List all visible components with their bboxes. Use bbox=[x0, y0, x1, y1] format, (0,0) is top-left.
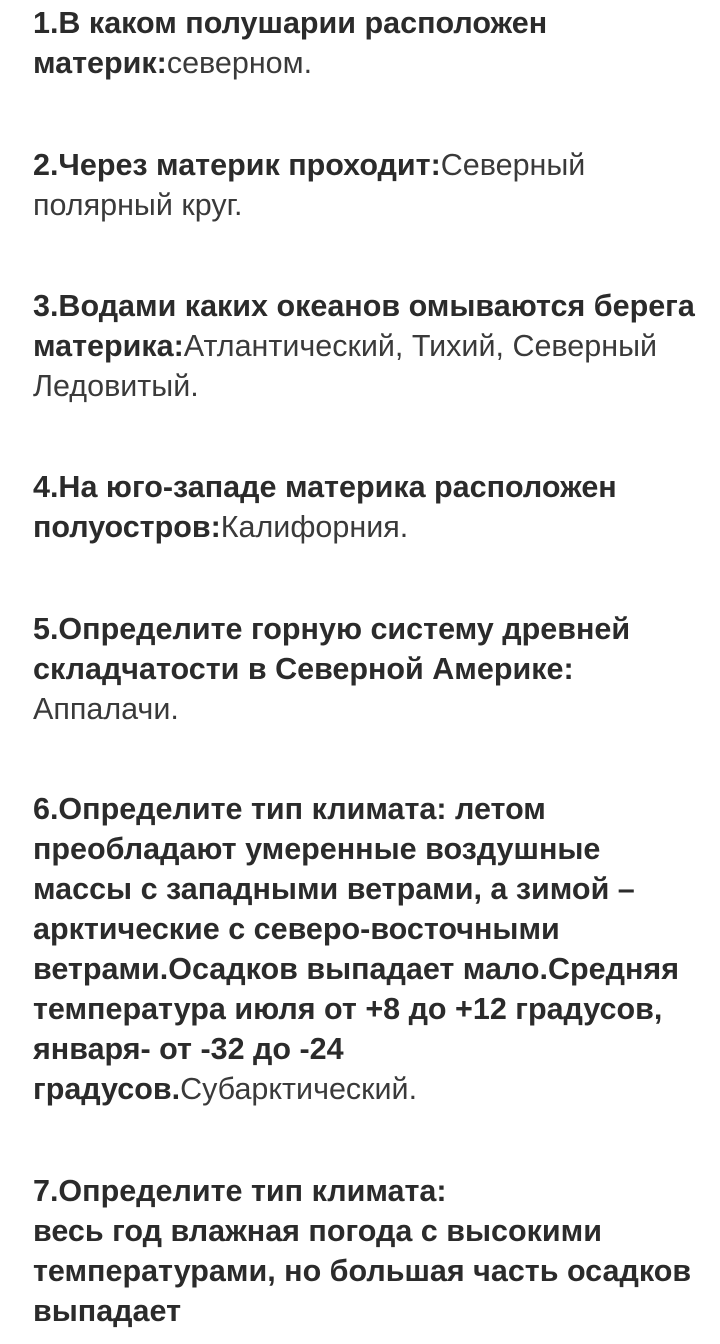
answer-3: Атлантический, Тихий, Северный Ледовитый. bbox=[33, 329, 658, 403]
qa-item-4 bbox=[33, 467, 703, 547]
question-4: 4.На юго-западе материка расположен полуостров: bbox=[33, 470, 617, 544]
qa-item-1 bbox=[33, 3, 703, 83]
question-1: 1.В каком полушарии расположен материк: bbox=[33, 6, 548, 80]
qa-item-5 bbox=[33, 609, 703, 729]
question-7: 7.Определите тип климата: весь год влажная погода с высокими температурами, но большая часть осадков выпадает bbox=[33, 1174, 692, 1328]
answer-1: северном. bbox=[166, 46, 313, 80]
qa-item-3 bbox=[33, 286, 703, 406]
answer-5: Аппалачи. bbox=[33, 692, 179, 726]
question-2: 2.Через материк проходит: bbox=[33, 148, 441, 182]
question-3: 3.Водами каких океанов омываются берега материка: bbox=[33, 289, 695, 363]
qa-item-2 bbox=[33, 145, 703, 225]
qa-item-6 bbox=[33, 789, 703, 1109]
question-6: 6.Определите тип климата: летом преобладают умеренные воздушные массы с западными ветрами, а зимой – арктические с северо-восточными ветрами.Осадков выпадает мало.Средняя температура июля от +8 до +12 градусов, января- от -32 до -24 градусов. bbox=[33, 792, 679, 1106]
answer-6: Субарктический. bbox=[180, 1072, 418, 1106]
answer-4: Калифорния. bbox=[220, 510, 409, 544]
answer-2: Северный полярный круг. bbox=[33, 148, 586, 222]
question-5: 5.Определите горную систему древней складчатости в Северной Америке: bbox=[33, 612, 631, 686]
qa-item-7 bbox=[33, 1171, 703, 1331]
